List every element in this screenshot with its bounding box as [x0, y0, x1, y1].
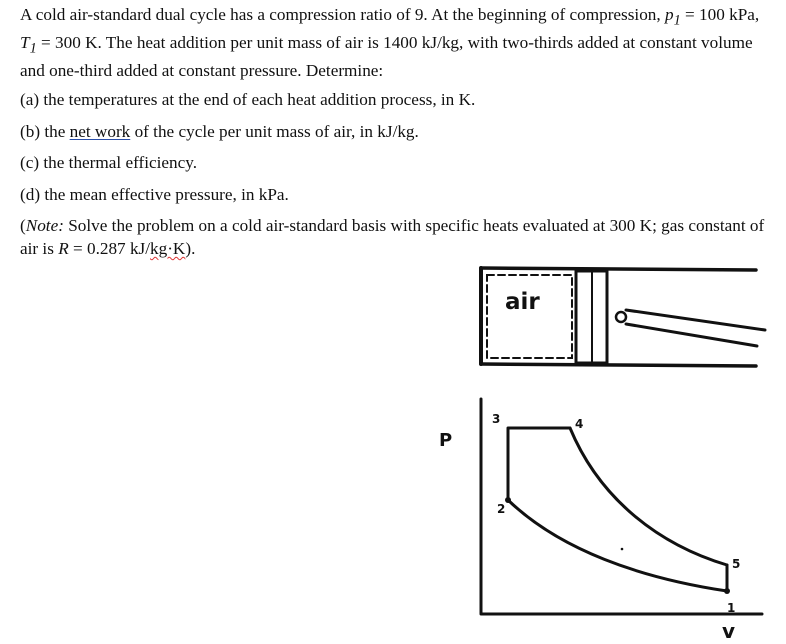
- note-units: kg·K: [150, 238, 186, 258]
- state-2-dot: [505, 497, 511, 503]
- part-b-pre: (b) the: [20, 121, 70, 141]
- state-1-dot: [724, 588, 730, 594]
- piston-cylinder-sketch: [481, 268, 765, 366]
- part-b-post: of the cycle per unit mass of air, in kJ/kg.: [130, 121, 419, 141]
- cylinder-top-wall: [481, 268, 756, 270]
- state-1-label: 1: [727, 601, 736, 615]
- state-5-label: 5: [732, 557, 741, 571]
- expansion-curve: [570, 428, 727, 565]
- control-boundary: [487, 275, 572, 358]
- wrist-pin: [616, 312, 626, 322]
- pv-diagram: [481, 399, 762, 614]
- state-2-label: 2: [497, 502, 506, 516]
- stray-dot: [621, 548, 624, 551]
- axis-p-label: P: [439, 430, 453, 451]
- note-close: ).: [185, 238, 196, 258]
- compression-curve: [508, 500, 727, 591]
- part-a: (a) the temperatures at the end of each heat addition process, in K.: [20, 90, 476, 110]
- note-text-2: = 0.287 kJ/: [68, 238, 151, 258]
- intro-text-3: = 300 K. The heat addition per unit mass of air is 1400 kJ/kg, with two-thirds added at constant volume and one-third added at constant pressure. Determine:: [20, 32, 753, 80]
- part-d: (d) the mean effective pressure, in kPa.: [20, 184, 289, 204]
- state-4-label: 4: [575, 417, 584, 431]
- T-symbol: T: [20, 32, 30, 52]
- note-label: Note:: [25, 216, 64, 236]
- T-subscript: 1: [29, 40, 37, 57]
- note-open: (: [20, 216, 26, 236]
- intro-text-2: = 100 kPa,: [680, 5, 760, 24]
- intro-text-1: A cold air-standard dual cycle has a compression ratio of 9. At the beginning of compression,: [20, 5, 665, 24]
- p-subscript: 1: [673, 12, 681, 29]
- air-label: air: [505, 289, 540, 315]
- net-work-link[interactable]: net work: [69, 121, 131, 141]
- heat-addition-path: [508, 428, 570, 500]
- state-3-label: 3: [492, 412, 501, 426]
- pv-axes: [481, 399, 762, 614]
- note-text-1: Solve the problem on a cold air-standard basis with specific heats evaluated at 300 K; gas constant of air is: [20, 216, 765, 258]
- R-symbol: R: [58, 238, 69, 258]
- axis-v-label: v: [722, 619, 736, 643]
- cylinder-bottom-wall: [481, 364, 756, 366]
- p-symbol: p: [664, 5, 674, 24]
- part-c: (c) the thermal efficiency.: [20, 153, 198, 173]
